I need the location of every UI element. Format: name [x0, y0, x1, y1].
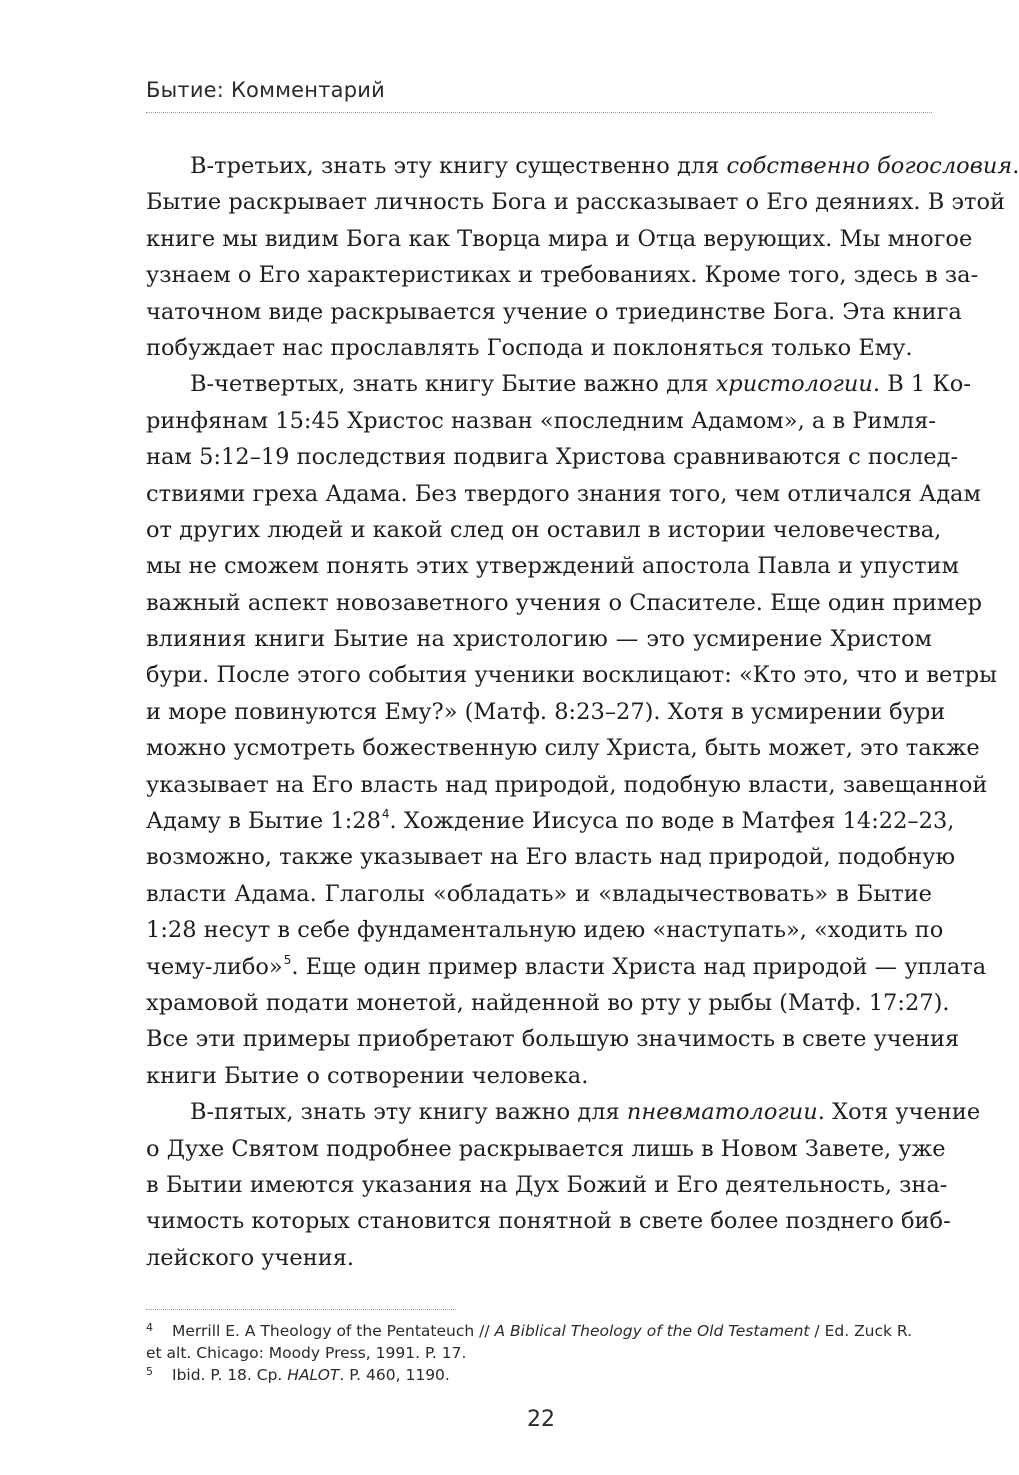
text-run: .: [1012, 153, 1019, 179]
text-run: мы не сможем понять этих утверждений апостола Павла и упустим: [146, 553, 960, 580]
italic-term: HALOT: [287, 1366, 340, 1384]
text-run: . Хождение Иисуса по воде в Матфея 14:22–23,: [389, 808, 955, 835]
text-run: указывает на Его власть над природой, подобную власти, завещанной: [146, 771, 988, 798]
paragraph-2-line: [146, 694, 946, 730]
paragraph-2-line: [146, 366, 971, 402]
paragraph-3-line: [146, 1094, 981, 1130]
paragraph-2-line: [146, 1058, 932, 1094]
paragraph-1-line: [146, 294, 962, 330]
text-run: чаточном виде раскрывается учение о триединстве Бога. Эта книга: [146, 298, 962, 325]
paragraph-1-line: [146, 184, 1005, 220]
paragraph-2-line: [146, 585, 983, 621]
paragraph-2-line: [146, 912, 944, 948]
text-run: Бытие раскрывает личность Бога и рассказывает о Его деяниях. В этой: [146, 189, 1005, 216]
text-run: власти Адама. Глаголы «обладать» и «владычествовать» в Бытие: [146, 880, 932, 907]
footnote-divider: [146, 1309, 456, 1310]
paragraph-1-line: [146, 221, 973, 257]
italic-term: пневматологии: [626, 1099, 818, 1126]
text-run: можно усмотреть божественную силу Христа, быть может, это также: [146, 735, 980, 762]
paragraph-2-line: [146, 803, 955, 839]
paragraph-1-line: [146, 148, 1019, 184]
text-run: Ibid. P. 18. Ср.: [172, 1366, 288, 1384]
text-run: В-четвертых, знать книгу Бытие важно для: [190, 371, 716, 398]
italic-term: христологии: [715, 371, 873, 398]
text-run: чему-либо»: [146, 953, 283, 980]
body-text: [146, 148, 1019, 1276]
text-run: ствиями греха Адама. Без твердого знания того, чем отличался Адам: [146, 480, 981, 507]
paragraph-3-line: [146, 1240, 932, 1276]
text-run: влияния книги Бытие на христологию — это усмирение Христом: [146, 626, 932, 653]
paragraph-2-line: [146, 985, 950, 1021]
text-run: 1:28 несут в себе фундаментальную идею «наступать», «ходить по: [146, 917, 944, 944]
text-run: книги Бытие о сотворении человека.: [146, 1062, 589, 1089]
paragraph-2-line: [146, 439, 959, 475]
paragraph-1-line: [146, 257, 979, 293]
text-run: побуждает нас прославлять Господа и поклоняться только Ему.: [146, 334, 913, 361]
text-run: в Бытии имеются указания на Дух Божий и Его деятельность, зна-: [146, 1171, 948, 1198]
footnote-reference[interactable]: 5: [283, 952, 292, 967]
text-run: . Хотя учение: [817, 1099, 981, 1126]
text-run: и море повинуются Ему?» (Матф. 8:23–27). Хотя в усмирении бури: [146, 698, 946, 725]
text-run: о Духе Святом подробнее раскрывается лишь в Новом Завете, уже: [146, 1135, 946, 1162]
italic-term: собственно богословия: [726, 153, 1013, 179]
footnotes: [146, 1320, 932, 1386]
text-run: . P. 460, 1190.: [339, 1366, 450, 1384]
header-divider: [146, 112, 932, 113]
paragraph-2-line: [146, 839, 956, 875]
footnote-reference[interactable]: 4: [381, 807, 390, 822]
text-run: нам 5:12–19 последствия подвига Христова сравниваются с послед-: [146, 444, 959, 471]
text-run: Адаму в Бытие 1:28: [146, 808, 381, 835]
paragraph-2-line: [146, 949, 987, 985]
footnote-4: [146, 1320, 932, 1364]
text-run: лейского учения.: [146, 1244, 355, 1271]
paragraph-2-line: [146, 876, 932, 912]
text-run: важный аспект новозаветного учения о Спасителе. Еще один пример: [146, 589, 983, 616]
paragraph-3-line: [146, 1131, 946, 1167]
running-head: Бытие: Комментарий: [146, 78, 385, 102]
text-run: ринфянам 15:45 Христос назван «последним Адамом», а в Римля-: [146, 407, 936, 434]
text-run: / Ed. Zuck R.: [809, 1322, 913, 1340]
paragraph-2-line: [146, 730, 980, 766]
text-run: . Еще один пример власти Христа над природой — уплата: [291, 953, 987, 980]
text-run: Merrill E. A Theology of the Pentateuch //: [172, 1322, 495, 1340]
text-run: книге мы видим Бога как Творца мира и Отца верующих. Мы многое: [146, 225, 973, 252]
paragraph-2-line: [146, 657, 998, 693]
text-run: возможно, также указывает на Его власть над природой, подобную: [146, 844, 956, 871]
paragraph-1-line: [146, 330, 932, 366]
text-run: . В 1 Ко-: [872, 371, 971, 398]
paragraph-2-line: [146, 621, 932, 657]
text-run: храмовой подати монетой, найденной во рту у рыбы (Матф. 17:27).: [146, 989, 950, 1016]
paragraph-2-line: [146, 403, 936, 439]
footnote-number: 5: [146, 1365, 153, 1378]
text-run: В-пятых, знать эту книгу важно для: [190, 1099, 627, 1126]
paragraph-2-line: [146, 476, 981, 512]
paragraph-2-line: [146, 1021, 960, 1057]
page-number: 22: [527, 1407, 555, 1432]
text-run: от других людей и какой след он оставил в истории человечества,: [146, 516, 942, 543]
text-run: чимость которых становится понятной в свете более позднего биб-: [146, 1208, 951, 1235]
footnote-continuation: et alt. Chicago: Moody Press, 1991. P. 17.: [146, 1344, 467, 1362]
paragraph-2-line: [146, 767, 988, 803]
text-run: Все эти примеры приобретают большую значимость в свете учения: [146, 1026, 960, 1053]
text-run: узнаем о Его характеристиках и требованиях. Кроме того, здесь в за-: [146, 262, 979, 289]
text-run: бури. После этого события ученики восклицают: «Кто это, что и ветры: [146, 662, 998, 689]
paragraph-3-line: [146, 1167, 948, 1203]
footnote-number: 4: [146, 1321, 153, 1334]
text-run: В-третьих, знать эту книгу существенно для: [190, 153, 727, 179]
footnote-5: [146, 1364, 932, 1386]
paragraph-3-line: [146, 1203, 951, 1239]
italic-term: A Biblical Theology of the Old Testament: [494, 1322, 810, 1340]
paragraph-2-line: [146, 512, 942, 548]
paragraph-2-line: [146, 548, 960, 584]
